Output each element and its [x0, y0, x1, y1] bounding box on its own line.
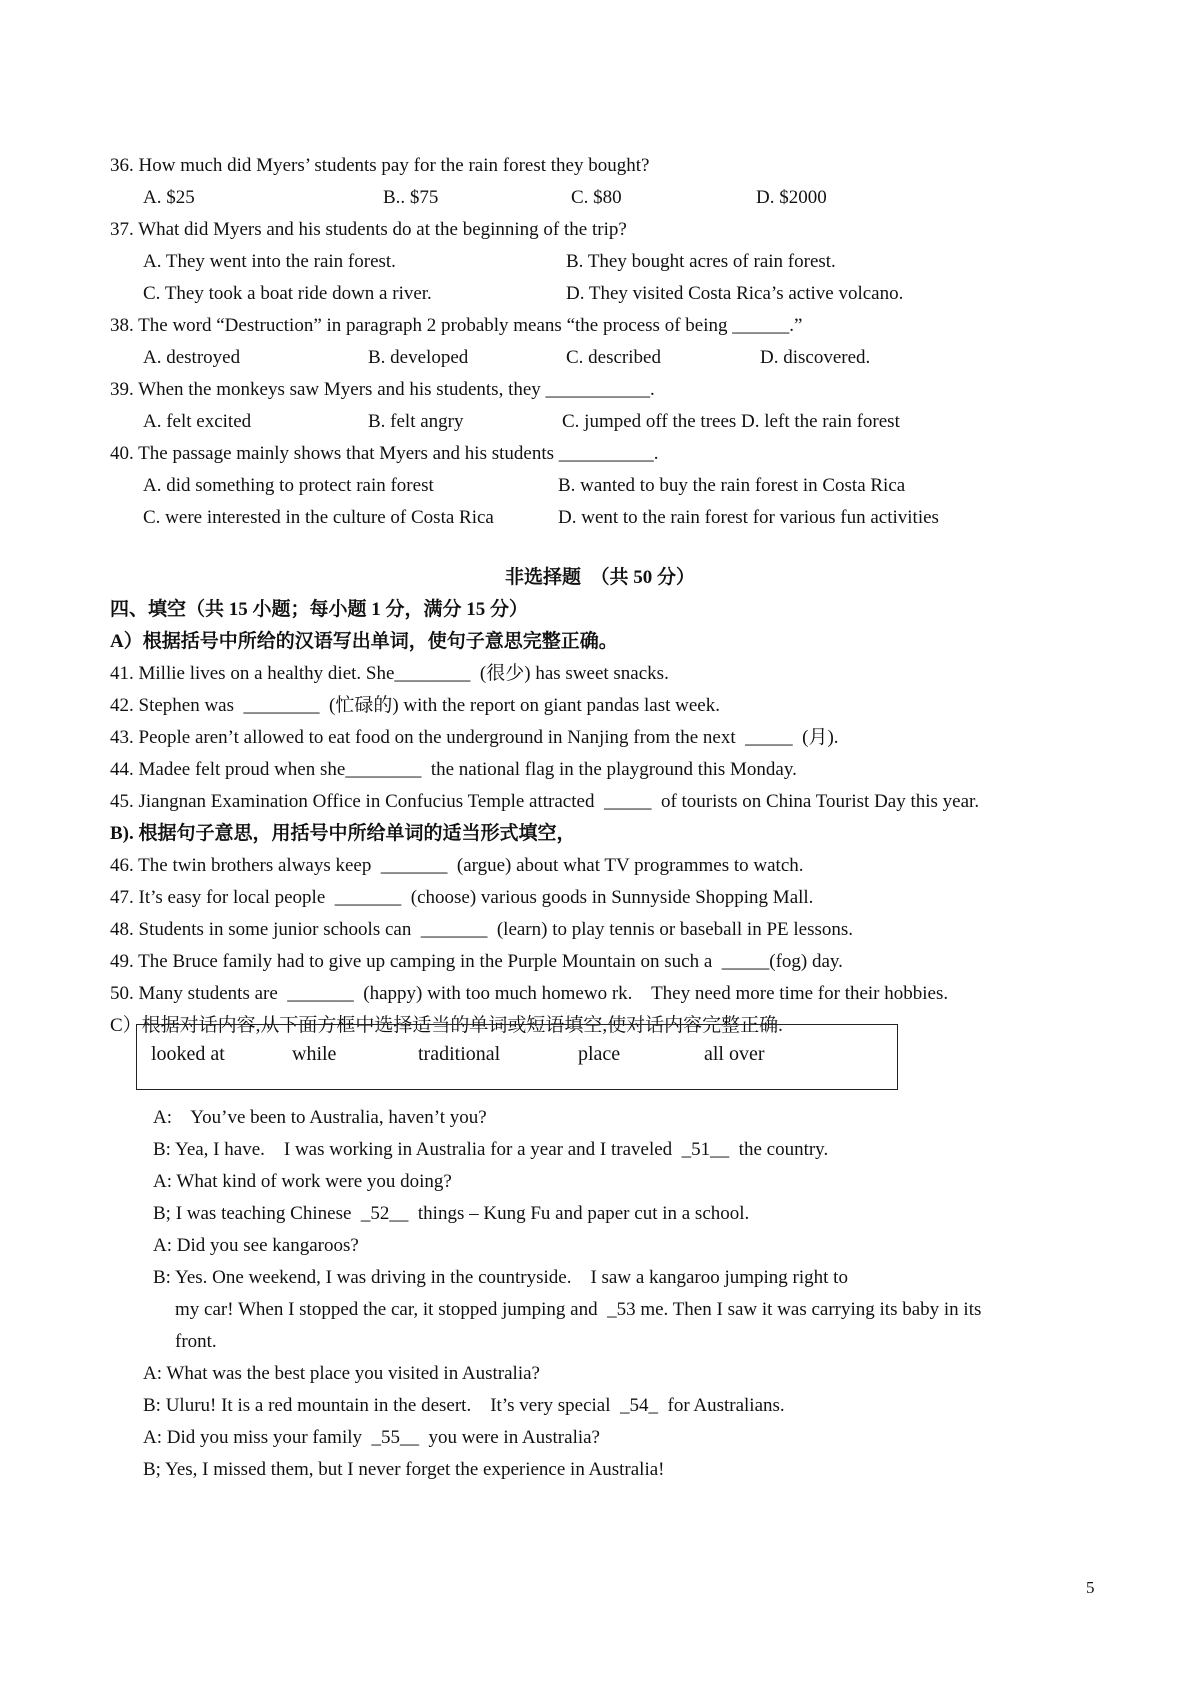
option-36-b: B.. $75 [383, 187, 439, 208]
question-39: 39. When the monkeys saw Myers and his students, they ___________. [110, 379, 655, 400]
dialogue-line: A: Did you see kangaroos? [153, 1235, 359, 1256]
dialogue-line: my car! When I stopped the car, it stopped jumping and _53 me. Then I saw it was carrying its baby in its [175, 1299, 982, 1320]
page-number: 5 [1086, 1578, 1095, 1597]
option-38-a: A. destroyed [143, 347, 241, 368]
option-39-c: C. jumped off the trees D. left the rain forest [562, 411, 900, 432]
option-39-a: A. felt excited [143, 411, 252, 432]
part-4-heading: 四、填空（共 15 小题；每小题 1 分，满分 15 分） [110, 599, 529, 620]
word-box [136, 1024, 898, 1090]
fill-b-47: 47. It’s easy for local people _______ (choose) various goods in Sunnyside Shopping Mall. [110, 887, 814, 908]
dialogue-line: B: Yea, I have. I was working in Australia for a year and I traveled _51__ the country. [153, 1139, 829, 1160]
option-40-b: B. wanted to buy the rain forest in Costa Rica [558, 475, 906, 496]
option-38-b: B. developed [368, 347, 469, 368]
dialogue-line: front. [175, 1331, 217, 1352]
question-40: 40. The passage mainly shows that Myers and his students __________. [110, 443, 659, 464]
word-box-item: traditional [418, 1043, 501, 1065]
option-38-c: C. described [566, 347, 661, 368]
part-a-heading: A）根据括号中所给的汉语写出单词，使句子意思完整正确。 [110, 631, 618, 652]
option-37-c: C. They took a boat ride down a river. [143, 283, 432, 304]
dialogue-line: A: What was the best place you visited in Australia? [143, 1363, 540, 1384]
option-38-d: D. discovered. [760, 347, 871, 368]
fill-a-43: 43. People aren’t allowed to eat food on the underground in Nanjing from the next _____ (月). [110, 727, 839, 748]
dialogue-line: A: Did you miss your family _55__ you were in Australia? [143, 1427, 600, 1448]
question-36: 36. How much did Myers’ students pay for the rain forest they bought? [110, 155, 650, 176]
dialogue-line: A: You’ve been to Australia, haven’t you? [153, 1107, 487, 1128]
option-36-d: D. $2000 [756, 187, 827, 208]
fill-a-41: 41. Millie lives on a healthy diet. She________ (很少) has sweet snacks. [110, 663, 669, 684]
fill-a-42: 42. Stephen was ________ (忙碌的) with the report on giant pandas last week. [110, 695, 720, 716]
word-box-item: looked at [151, 1043, 225, 1065]
fill-a-45: 45. Jiangnan Examination Office in Confucius Temple attracted _____ of tourists on China Tourist Day this year. [110, 791, 980, 812]
fill-b-46: 46. The twin brothers always keep _______ (argue) about what TV programmes to watch. [110, 855, 804, 876]
word-box-item: while [292, 1043, 337, 1065]
question-38: 38. The word “Destruction” in paragraph 2 probably means “the process of being ______.” [110, 315, 803, 336]
option-37-a: A. They went into the rain forest. [143, 251, 396, 272]
section-title: 非选择题 （共 50 分） [504, 567, 695, 588]
fill-b-48: 48. Students in some junior schools can _______ (learn) to play tennis or baseball in PE lessons. [110, 919, 854, 940]
option-37-b: B. They bought acres of rain forest. [566, 251, 836, 272]
dialogue-line: B: Uluru! It is a red mountain in the desert. It’s very special _54_ for Australians. [143, 1395, 785, 1416]
option-36-a: A. $25 [143, 187, 195, 208]
option-37-d: D. They visited Costa Rica’s active volcano. [566, 283, 904, 304]
fill-b-50: 50. Many students are _______ (happy) with too much homewo rk. They need more time for their hobbies. [110, 983, 949, 1004]
option-39-b: B. felt angry [368, 411, 464, 432]
option-36-c: C. $80 [571, 187, 622, 208]
dialogue-line: A: What kind of work were you doing? [153, 1171, 452, 1192]
fill-a-44: 44. Madee felt proud when she________ the national flag in the playground this Monday. [110, 759, 797, 780]
option-40-d: D. went to the rain forest for various fun activities [558, 507, 939, 528]
dialogue-line: B; I was teaching Chinese _52__ things – Kung Fu and paper cut in a school. [153, 1203, 750, 1224]
word-box-item: place [578, 1043, 621, 1065]
fill-b-49: 49. The Bruce family had to give up camping in the Purple Mountain on such a _____(fog) day. [110, 951, 843, 972]
question-37: 37. What did Myers and his students do at the beginning of the trip? [110, 219, 627, 240]
dialogue-line: B; Yes, I missed them, but I never forget the experience in Australia! [143, 1459, 665, 1480]
dialogue-line: B: Yes. One weekend, I was driving in the countryside. I saw a kangaroo jumping right to [153, 1267, 848, 1288]
option-40-c: C. were interested in the culture of Costa Rica [143, 507, 494, 528]
option-40-a: A. did something to protect rain forest [143, 475, 434, 496]
part-c-heading: C）根据对话内容,从下面方框中选择适当的单词或短语填空,使对话内容完整正确. [110, 1015, 783, 1036]
part-b-heading: B). 根据句子意思，用括号中所给单词的适当形式填空， [110, 823, 576, 844]
word-box-item: all over [704, 1043, 765, 1065]
